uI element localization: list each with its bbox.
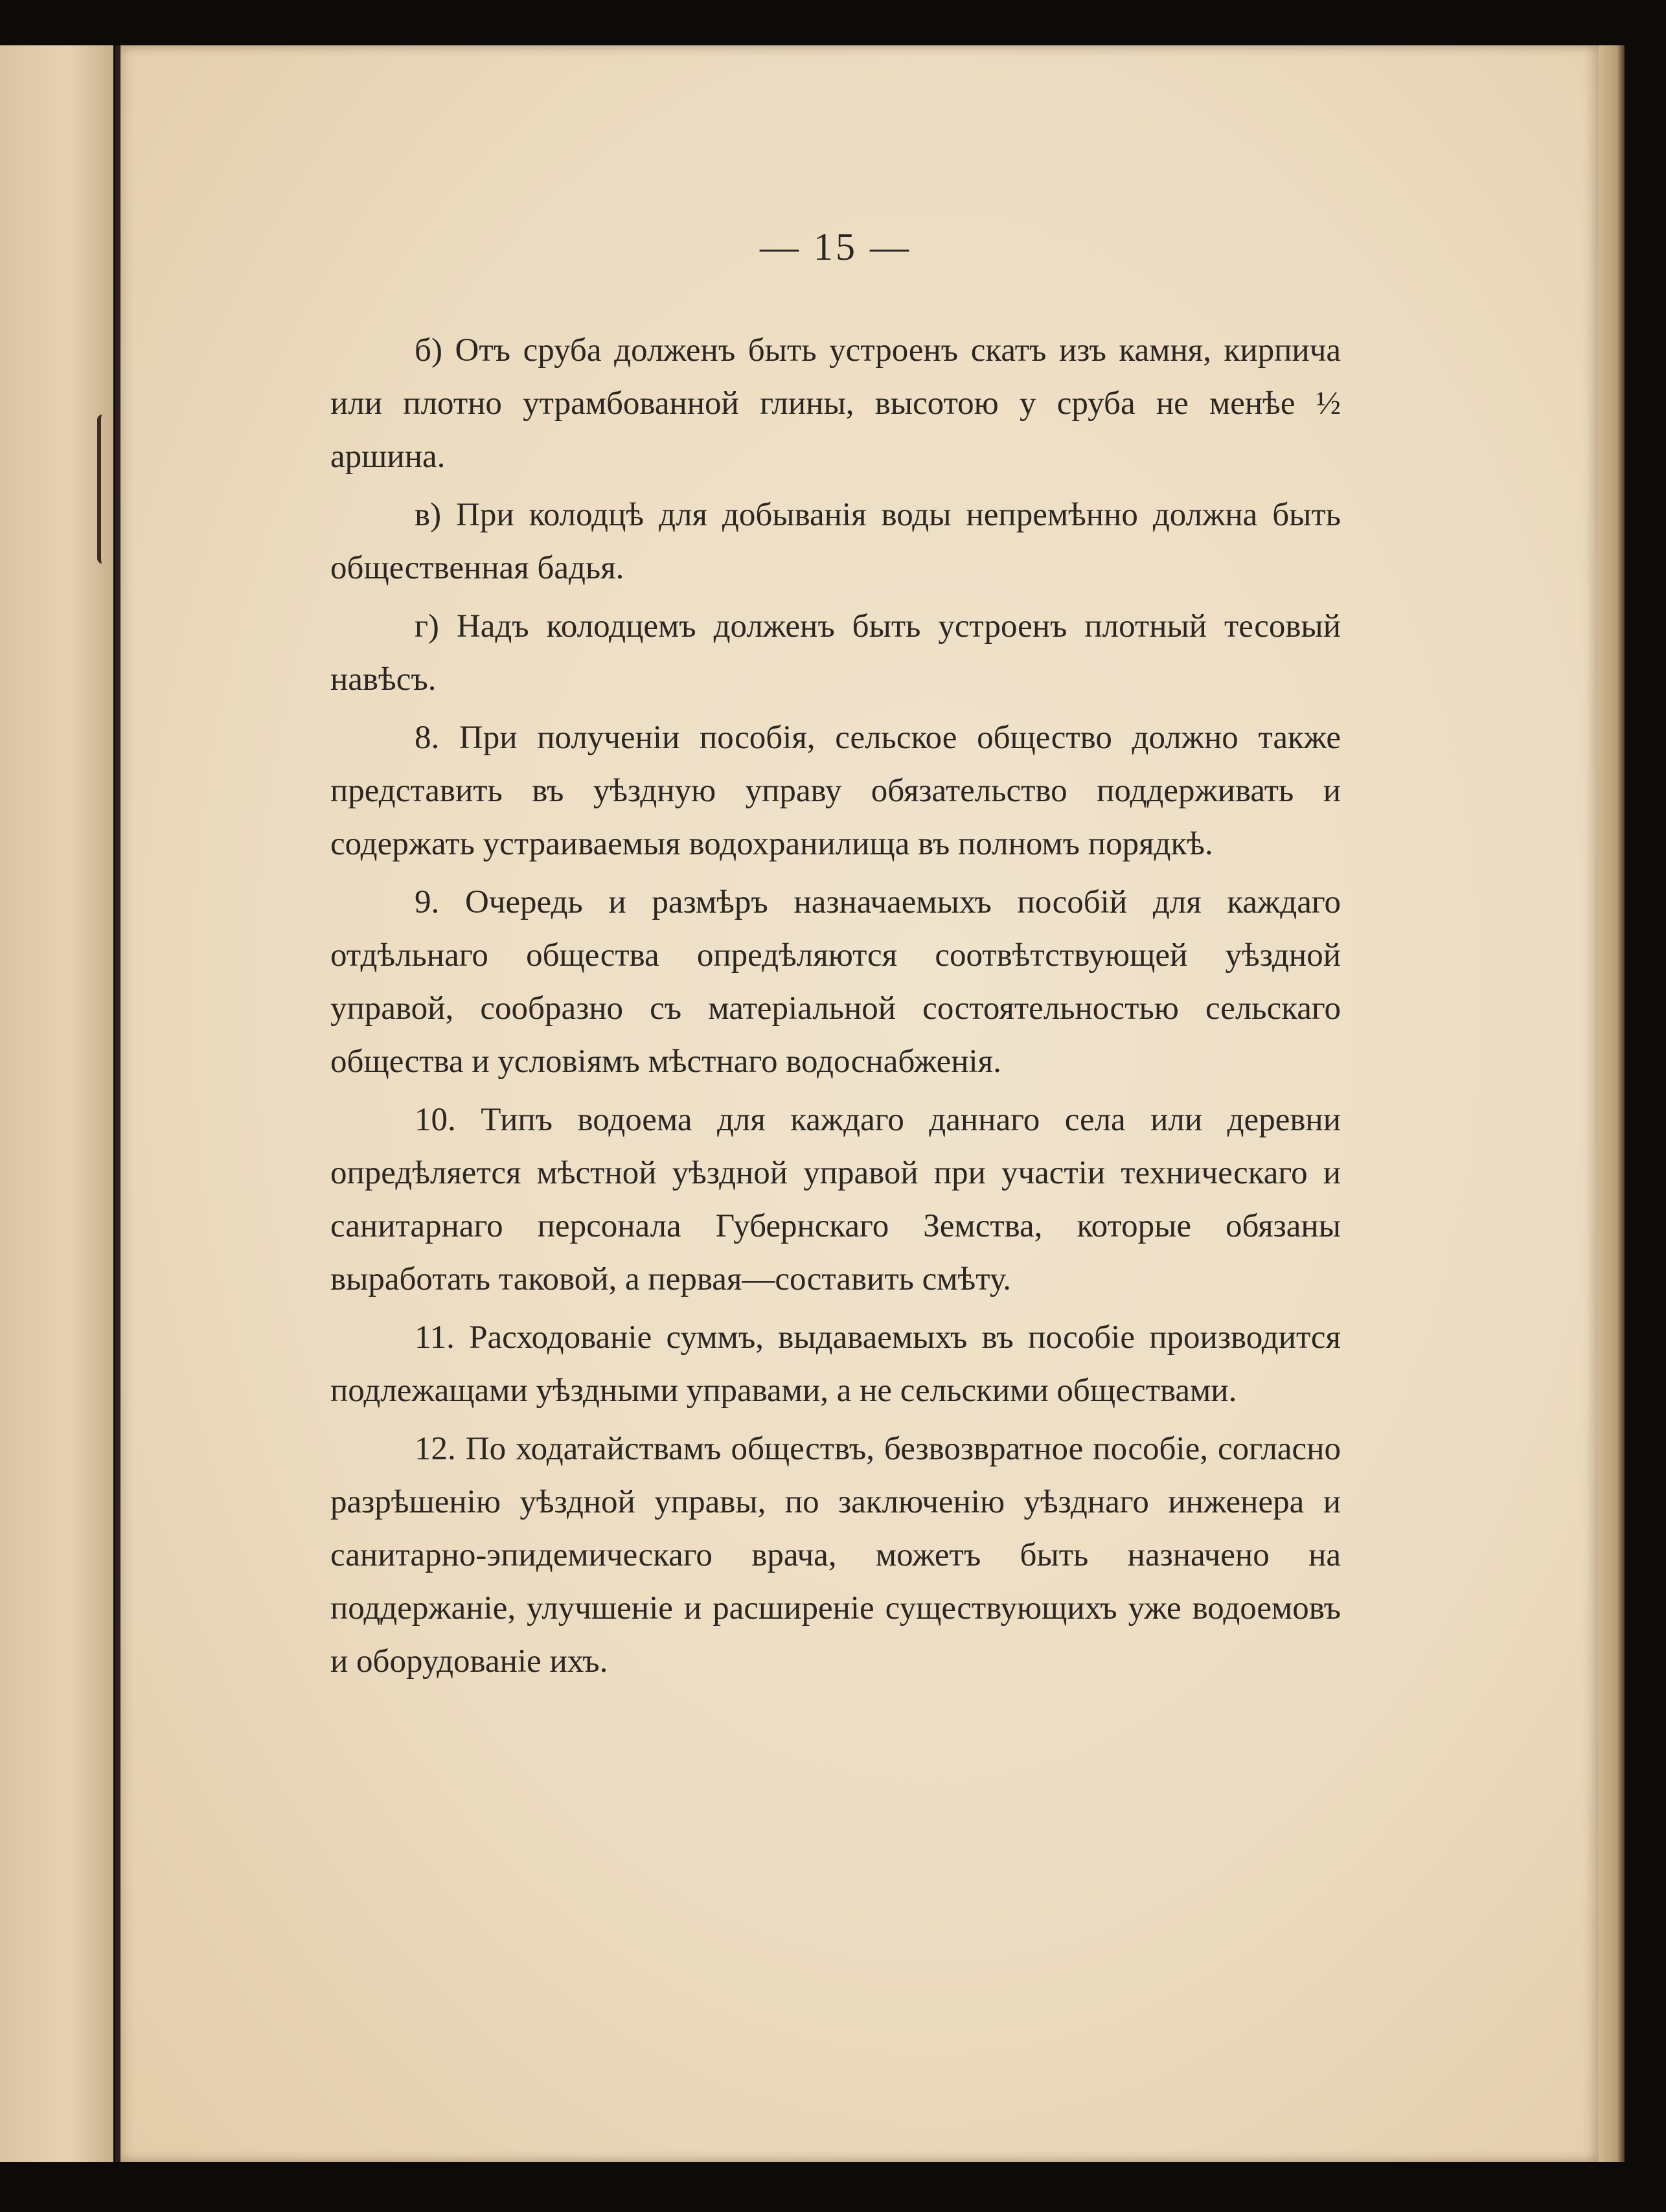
paragraph-12: 12. По ходатайствамъ обществъ, безвозвратное пособіе, согласно разрѣшенію уѣздной управы, по заключенію уѣзднаго инженера и санитарно-эпидемическаго врача, можетъ быть назначено на поддержаніе, улучшеніе и расширеніе существующихъ уже водоемовъ и оборудованіе ихъ. (330, 1431, 1341, 1680)
binding-stitch (97, 415, 127, 564)
paragraph-g: г) Надъ колодцемъ долженъ быть устроенъ плотный тесовый навѣсъ. (330, 608, 1341, 698)
paragraph-9: 9. Очередь и размѣръ назначаемыхъ пособій для каждаго отдѣльнаго общества опредѣляются соотвѣтствующей уѣздной управой, сообразно съ матеріальной состоятельностью сельскаго общества и условіямъ мѣстнаго водоснабженія. (330, 884, 1341, 1080)
page-right-edge (1599, 45, 1625, 2162)
page-text (330, 220, 1341, 1693)
paragraph-8: 8. При полученіи пособія, сельское общество должно также представить въ уѣздную управу обязательство поддерживать и содержать устраиваемыя водохранилища въ полномъ порядкѣ. (330, 720, 1341, 862)
page-number: — 15 — (760, 225, 911, 268)
paragraph-b: б) Отъ сруба долженъ быть устроенъ скатъ изъ камня, кирпича или плотно утрамбованной глины, высотою у сруба не менѣе ½ аршина. (330, 332, 1341, 475)
paragraph-11: 11. Расходованіе суммъ, выдаваемыхъ въ пособіе производится подлежащами уѣздными управами, а не сельскими обществами. (330, 1319, 1341, 1409)
paragraph-10: 10. Типъ водоема для каждаго даннаго села или деревни опредѣляется мѣстной уѣздной управой при участіи техническаго и санитарнаго персонала Губернскаго Земства, которые обязаны выработать таковой, а первая—составить смѣту. (330, 1102, 1341, 1297)
previous-page-edge (0, 45, 113, 2162)
paragraph-v: в) При колодцѣ для добыванія воды непремѣнно должна быть общественная бадья. (330, 497, 1341, 586)
page-gutter (115, 45, 120, 2162)
